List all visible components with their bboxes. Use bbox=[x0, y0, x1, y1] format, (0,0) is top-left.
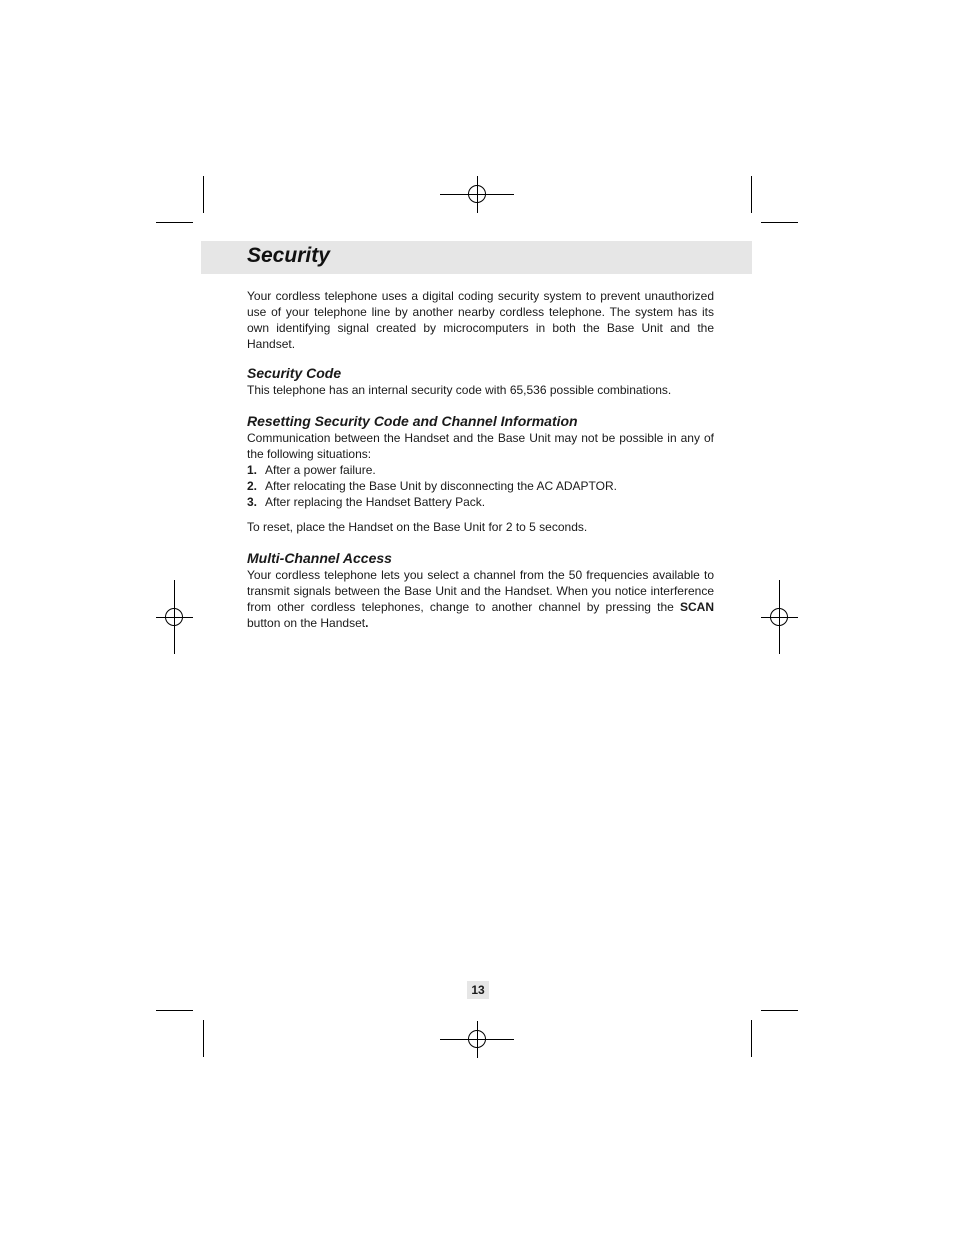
page-number: 13 bbox=[467, 981, 489, 999]
section-body: Communication between the Handset and the Base Unit may not be possible in any of the following situations: bbox=[247, 431, 714, 461]
step-text: After replacing the Handset Battery Pack. bbox=[265, 495, 486, 509]
registration-target-icon bbox=[770, 608, 788, 626]
section-multi-channel bbox=[247, 549, 714, 631]
crop-mark bbox=[203, 1020, 204, 1057]
crop-mark bbox=[761, 222, 798, 223]
crop-mark bbox=[203, 176, 204, 213]
registration-target-icon bbox=[468, 185, 486, 203]
body-text: Your cordless telephone lets you select a channel from the 50 frequencies available to transmit signals between the Base Unit and the Handset. When you notice interference from other cordless telephones, change to another channel by pressing the bbox=[247, 568, 714, 614]
page-content bbox=[247, 288, 714, 631]
intro-paragraph: Your cordless telephone uses a digital coding security system to prevent unauthorized use of your telephone line by another nearby cordless telephone. The system has its own identifying signal created by microcomputers in both the Base Unit and the Handset. bbox=[247, 289, 714, 351]
list-item bbox=[247, 494, 714, 510]
title-bar bbox=[201, 241, 752, 274]
crop-mark bbox=[751, 1020, 752, 1057]
scan-button-name: SCAN bbox=[679, 600, 714, 614]
list-item bbox=[247, 462, 714, 478]
crop-mark bbox=[761, 1010, 798, 1011]
section-body: This telephone has an internal security code with 65,536 possible combinations. bbox=[247, 383, 672, 397]
step-number: 2. bbox=[247, 479, 258, 493]
body-text: button on the Handset bbox=[247, 616, 366, 630]
crop-mark bbox=[751, 176, 752, 213]
steps-list bbox=[247, 462, 714, 510]
crop-mark bbox=[156, 1010, 193, 1011]
end-period: . bbox=[365, 616, 369, 630]
list-item bbox=[247, 478, 714, 494]
section-heading: Security Code bbox=[247, 365, 342, 381]
registration-target-icon bbox=[468, 1030, 486, 1048]
section-body bbox=[247, 567, 714, 631]
step-number: 1. bbox=[247, 463, 258, 477]
section-security-code bbox=[247, 364, 714, 398]
section-heading: Multi-Channel Access bbox=[247, 550, 392, 566]
page-title: Security bbox=[247, 244, 330, 267]
registration-target-icon bbox=[165, 608, 183, 626]
step-text: After relocating the Base Unit by disconnecting the AC ADAPTOR. bbox=[265, 479, 617, 493]
section-resetting bbox=[247, 412, 714, 535]
section-heading: Resetting Security Code and Channel Information bbox=[247, 413, 578, 429]
step-text: After a power failure. bbox=[265, 463, 376, 477]
crop-mark bbox=[156, 222, 193, 223]
reset-note: To reset, place the Handset on the Base Unit for 2 to 5 seconds. bbox=[247, 520, 588, 534]
step-number: 3. bbox=[247, 495, 258, 509]
